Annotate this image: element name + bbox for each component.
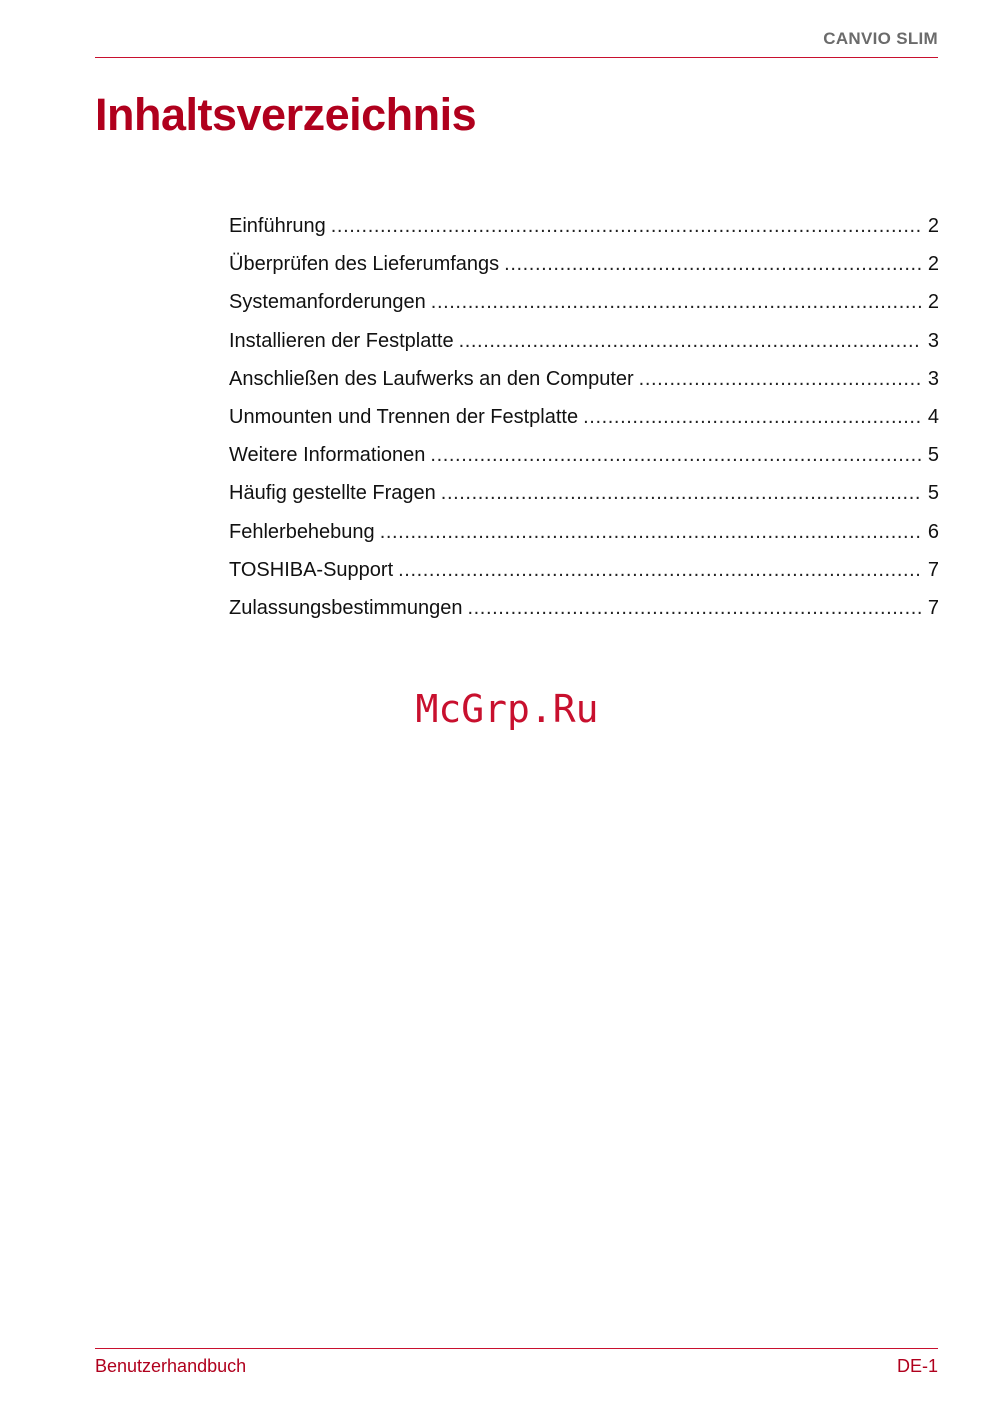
- toc-entry-support[interactable]: [229, 551, 939, 589]
- toc-dot-leader: [504, 245, 921, 283]
- watermark-text: McGrp.Ru: [415, 687, 599, 731]
- toc-entry-page: 7: [927, 558, 939, 581]
- toc-entry-faq[interactable]: [229, 474, 939, 512]
- toc-entry-page: 3: [927, 367, 939, 390]
- header-divider: [95, 57, 938, 58]
- toc-entry-weitere-informationen[interactable]: [229, 436, 939, 474]
- toc-entry-installieren[interactable]: [229, 322, 939, 360]
- toc-entry-lieferumfang[interactable]: [229, 245, 939, 283]
- toc-entry-page: 2: [927, 253, 939, 276]
- toc-dot-leader: [431, 283, 921, 321]
- toc-entry-page: 3: [927, 329, 939, 352]
- table-of-contents: [229, 207, 939, 627]
- toc-entry-label: Fehlerbehebung: [229, 520, 375, 543]
- toc-dot-leader: [441, 474, 921, 512]
- toc-entry-label: Überprüfen des Lieferumfangs: [229, 253, 500, 276]
- toc-entry-unmounten[interactable]: [229, 398, 939, 436]
- toc-dot-leader: [398, 551, 921, 589]
- footer-divider: [95, 1348, 938, 1349]
- toc-entry-page: 7: [927, 596, 939, 619]
- toc-entry-page: 2: [927, 291, 939, 314]
- toc-dot-leader: [459, 322, 921, 360]
- toc-entry-page: 6: [927, 520, 939, 543]
- toc-entry-label: Häufig gestellte Fragen: [229, 482, 436, 505]
- toc-entry-label: Installieren der Festplatte: [229, 329, 454, 352]
- toc-entry-label: TOSHIBA-Support: [229, 558, 394, 581]
- toc-entry-anschliessen[interactable]: [229, 360, 939, 398]
- toc-entry-label: Unmounten und Trennen der Festplatte: [229, 405, 579, 428]
- toc-entry-fehlerbehebung[interactable]: [229, 513, 939, 551]
- toc-dot-leader: [467, 589, 921, 627]
- toc-dot-leader: [639, 360, 921, 398]
- toc-entry-einfuehrung[interactable]: [229, 207, 939, 245]
- toc-entry-page: 2: [927, 215, 939, 237]
- toc-entry-label: Einführung: [229, 215, 326, 237]
- toc-entry-systemanforderungen[interactable]: [229, 283, 939, 321]
- toc-dot-leader: [331, 207, 921, 245]
- toc-entry-page: 4: [927, 405, 939, 428]
- toc-entry-page: 5: [927, 444, 939, 467]
- footer-manual-title: Benutzerhandbuch: [95, 1356, 247, 1376]
- header-product-name: CANVIO SLIM: [823, 29, 938, 48]
- toc-entry-label: Anschließen des Laufwerks an den Computer: [229, 367, 634, 390]
- toc-entry-zulassungsbestimmungen[interactable]: [229, 589, 939, 627]
- toc-entry-label: Zulassungsbestimmungen: [229, 596, 463, 619]
- footer-page-number: DE-1: [896, 1356, 938, 1376]
- toc-dot-leader: [380, 513, 921, 551]
- page-title: Inhaltsverzeichnis: [95, 89, 477, 140]
- toc-entry-label: Weitere Informationen: [229, 444, 426, 467]
- toc-dot-leader: [430, 436, 921, 474]
- toc-dot-leader: [583, 398, 921, 436]
- toc-entry-page: 5: [927, 482, 939, 505]
- toc-entry-label: Systemanforderungen: [229, 291, 426, 314]
